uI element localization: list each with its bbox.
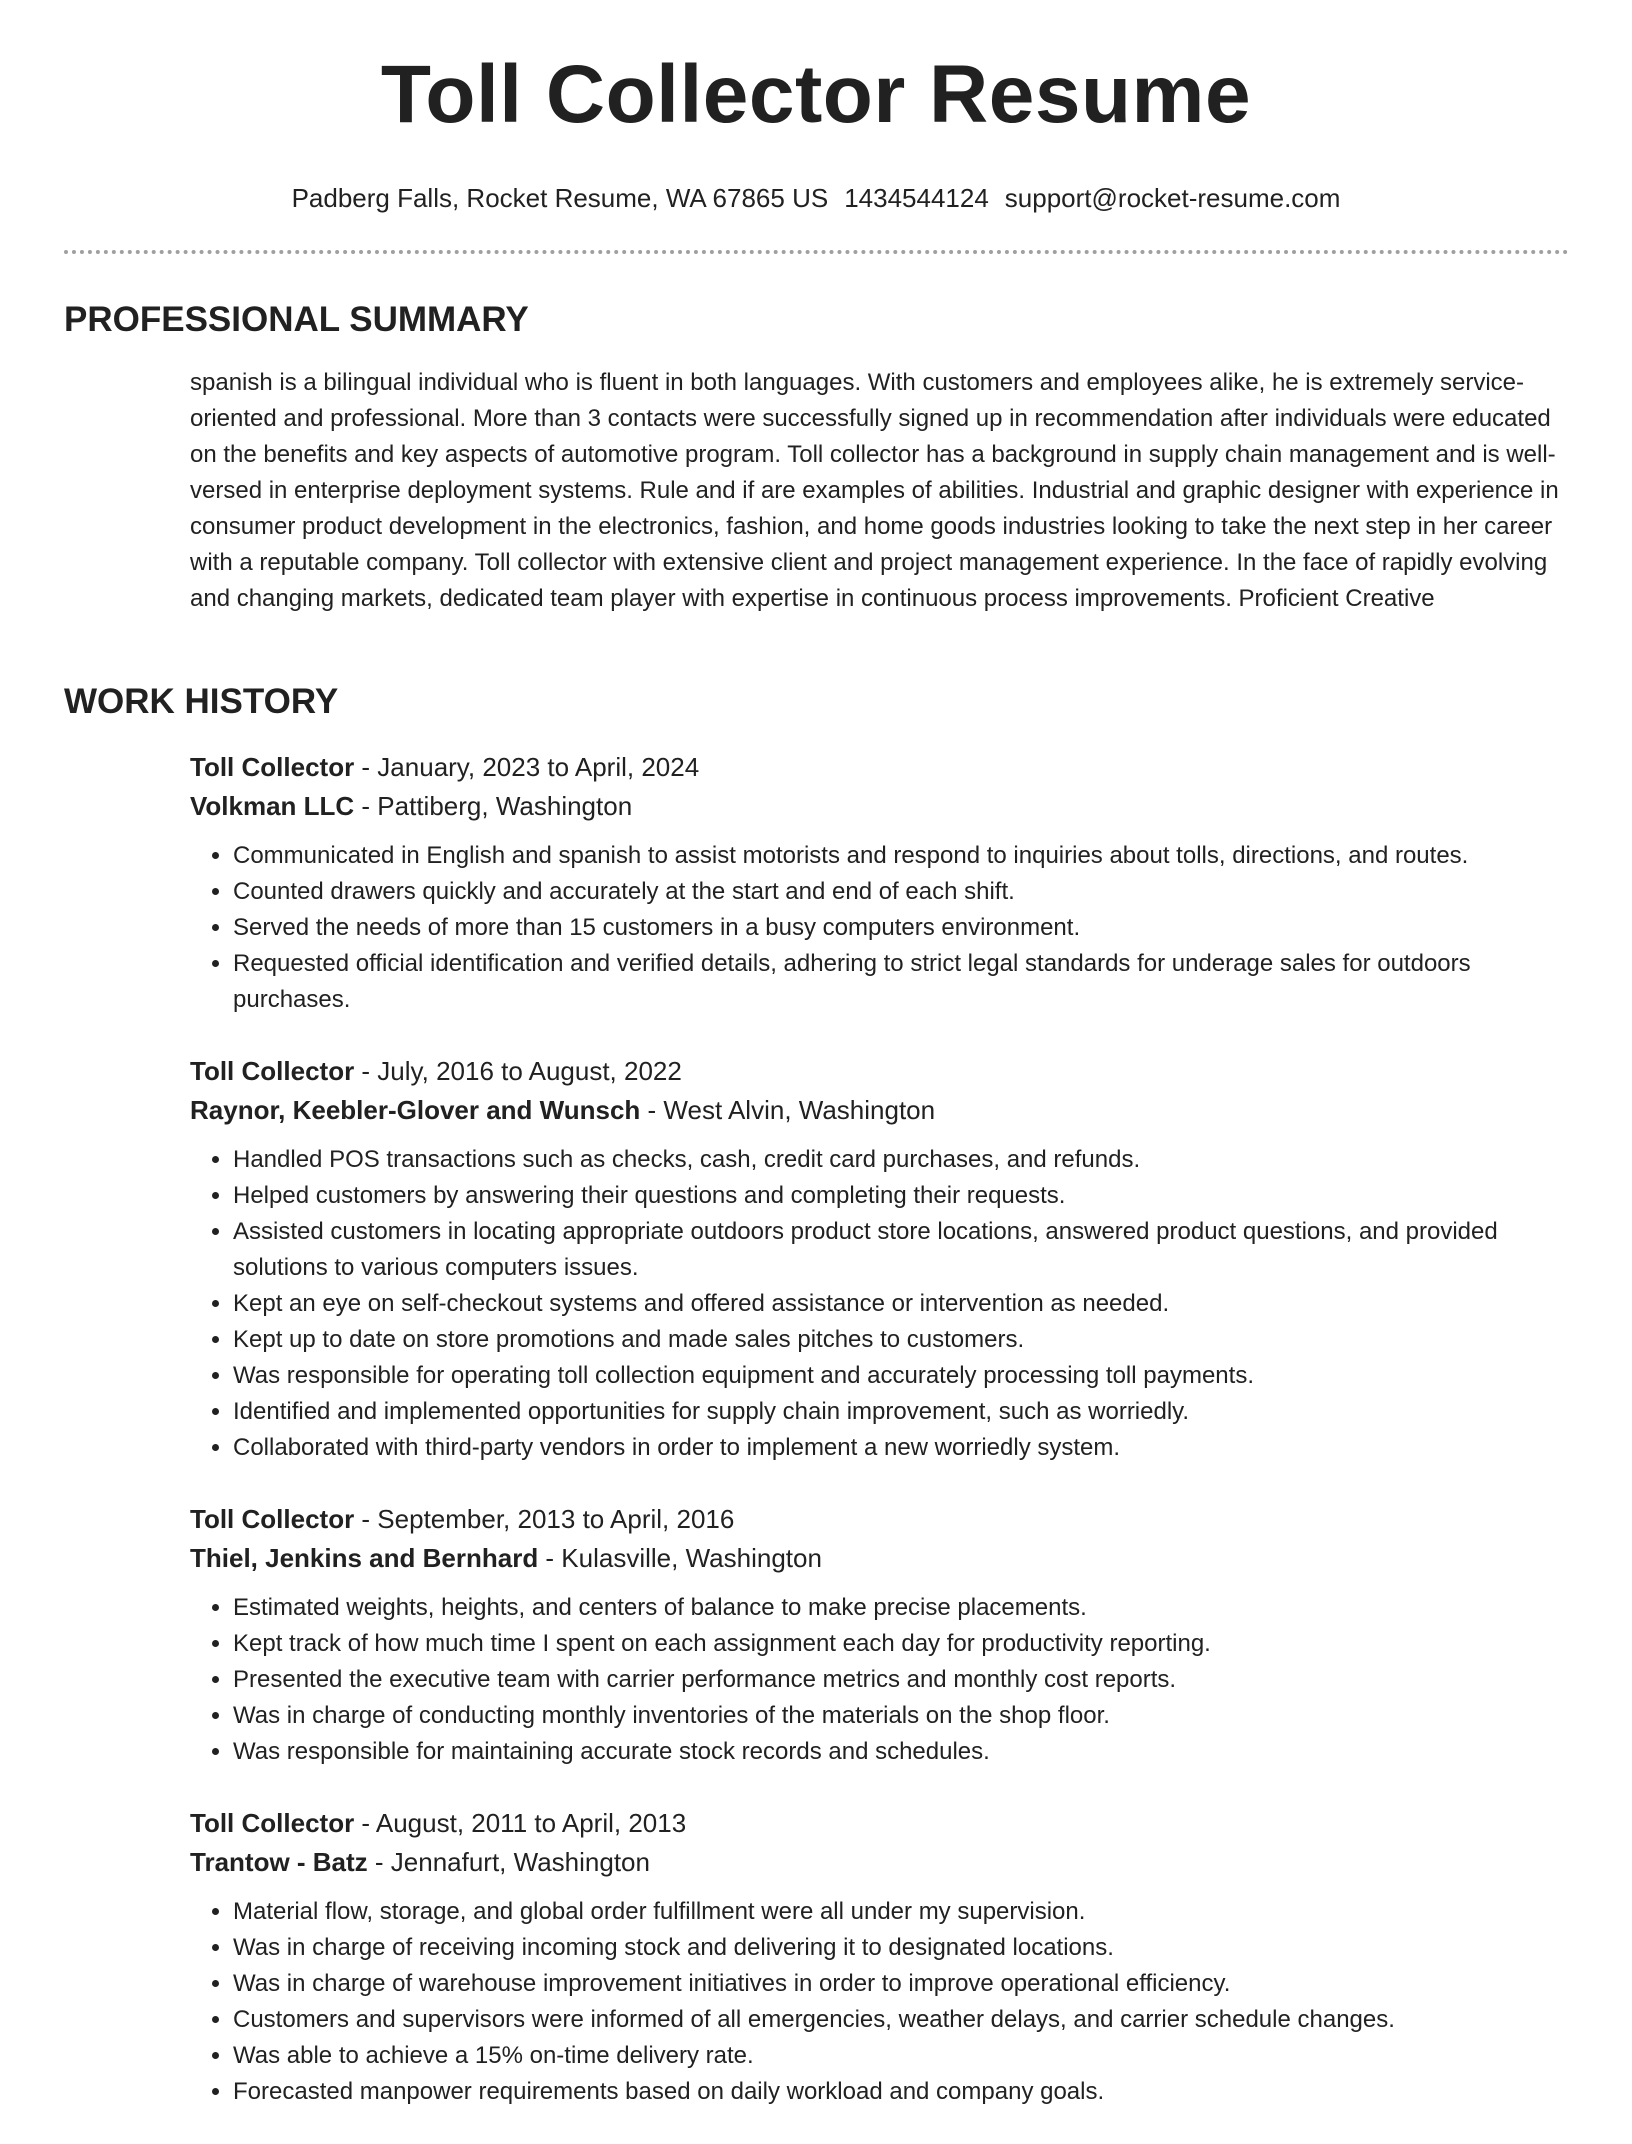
bullet-item: • Forecasted manpower requirements based on daily workload and company goals. xyxy=(233,2074,1565,2110)
job-bullets xyxy=(190,1590,1565,1770)
job-company-line xyxy=(190,1843,1565,1882)
job-location: - Jennafurt, Washington xyxy=(367,1847,650,1877)
job-dates: - August, 2011 to April, 2013 xyxy=(354,1808,687,1838)
job-title-line xyxy=(190,1804,1565,1843)
bullet-item: • Presented the executive team with carrier performance metrics and monthly cost reports. xyxy=(233,1662,1565,1698)
job-entry xyxy=(190,1804,1565,2110)
contact-phone: 1434544124 xyxy=(844,183,989,213)
bullet-item: • Helped customers by answering their questions and completing their requests. xyxy=(233,1178,1565,1214)
job-company-line xyxy=(190,1091,1565,1130)
job-title: Toll Collector xyxy=(190,1504,355,1534)
bullet-item: • Kept track of how much time I spent on each assignment each day for productivity reporting. xyxy=(233,1626,1565,1662)
bullet-item: • Was in charge of warehouse improvement initiatives in order to improve operational efficiency. xyxy=(233,1966,1565,2002)
contact-line xyxy=(0,180,1632,216)
bullet-item: • Estimated weights, heights, and centers of balance to make precise placements. xyxy=(233,1590,1565,1626)
job-title: Toll Collector xyxy=(190,752,355,782)
job-dates: - January, 2023 to April, 2024 xyxy=(354,752,700,782)
bullet-item: • Kept up to date on store promotions and made sales pitches to customers. xyxy=(233,1322,1565,1358)
bullet-item: • Communicated in English and spanish to assist motorists and respond to inquiries about tolls, directions, and routes. xyxy=(233,838,1565,874)
header-divider xyxy=(64,250,1569,254)
bullet-item: • Identified and implemented opportunities for supply chain improvement, such as worriedly. xyxy=(233,1394,1565,1430)
job-bullets xyxy=(190,1142,1565,1466)
bullet-item: • Material flow, storage, and global order fulfillment were all under my supervision. xyxy=(233,1894,1565,1930)
job-company: Trantow - Batz xyxy=(190,1847,368,1877)
bullet-item: • Collaborated with third-party vendors in order to implement a new worriedly system. xyxy=(233,1430,1565,1466)
bullet-item: • Was responsible for maintaining accurate stock records and schedules. xyxy=(233,1734,1565,1770)
bullet-item: • Was responsible for operating toll collection equipment and accurately processing toll payments. xyxy=(233,1358,1565,1394)
job-entry xyxy=(190,1500,1565,1770)
job-company: Raynor, Keebler-Glover and Wunsch xyxy=(190,1095,641,1125)
job-location: - West Alvin, Washington xyxy=(640,1095,936,1125)
job-title: Toll Collector xyxy=(190,1056,355,1086)
job-entry xyxy=(190,748,1565,1018)
summary-heading: PROFESSIONAL SUMMARY xyxy=(64,300,529,339)
job-company-line xyxy=(190,787,1565,826)
bullet-item: • Requested official identification and verified details, adhering to strict legal standards for underage sales for outdoors purchases. xyxy=(233,946,1565,1018)
summary-text: spanish is a bilingual individual who is fluent in both languages. With customers and employees alike, he is extremely service-oriented and professional. More than 3 contacts were successfully signed up in recommendation after individuals were educated on the benefits and key aspects of automotive program. Toll collector has a background in supply chain management and is well-versed in enterprise deployment systems. Rule and if are examples of abilities. Industrial and graphic designer with experience in consumer product development in the electronics, fashion, and home goods industries looking to take the next step in her career with a reputable company. Toll collector with extensive client and project management experience. In the face of rapidly evolving and changing markets, dedicated team player with expertise in continuous process improvements. Proficient Creative xyxy=(190,369,1559,612)
job-location: - Pattiberg, Washington xyxy=(354,791,633,821)
bullet-item: • Was in charge of receiving incoming stock and delivering it to designated locations. xyxy=(233,1930,1565,1966)
bullet-item: • Was able to achieve a 15% on-time delivery rate. xyxy=(233,2038,1565,2074)
bullet-item: • Counted drawers quickly and accurately at the start and end of each shift. xyxy=(233,874,1565,910)
job-bullets xyxy=(190,1894,1565,2110)
job-company: Thiel, Jenkins and Bernhard xyxy=(190,1543,539,1573)
bullet-item: • Served the needs of more than 15 customers in a busy computers environment. xyxy=(233,910,1565,946)
bullet-item: • Was in charge of conducting monthly inventories of the materials on the shop floor. xyxy=(233,1698,1565,1734)
job-dates: - July, 2016 to August, 2022 xyxy=(354,1056,682,1086)
job-title-line xyxy=(190,1052,1565,1091)
contact-address: Padberg Falls, Rocket Resume, WA 67865 US xyxy=(291,183,829,213)
job-bullets xyxy=(190,838,1565,1018)
job-title: Toll Collector xyxy=(190,1808,355,1838)
work-history-list xyxy=(190,748,1565,2144)
job-company-line xyxy=(190,1539,1565,1578)
job-location: - Kulasville, Washington xyxy=(538,1543,822,1573)
bullet-item: • Kept an eye on self-checkout systems and offered assistance or intervention as needed. xyxy=(233,1286,1565,1322)
job-company: Volkman LLC xyxy=(190,791,355,821)
page-title: Toll Collector Resume xyxy=(380,49,1252,140)
job-entry xyxy=(190,1052,1565,1466)
bullet-item: • Assisted customers in locating appropriate outdoors product store locations, answered product questions, and provided solutions to various computers issues. xyxy=(233,1214,1565,1286)
job-title-line xyxy=(190,1500,1565,1539)
bullet-item: • Handled POS transactions such as checks, cash, credit card purchases, and refunds. xyxy=(233,1142,1565,1178)
job-title-line xyxy=(190,748,1565,787)
contact-email: support@rocket-resume.com xyxy=(1004,183,1341,213)
job-dates: - September, 2013 to April, 2016 xyxy=(354,1504,735,1534)
bullet-item: • Customers and supervisors were informed of all emergencies, weather delays, and carrier schedule changes. xyxy=(233,2002,1565,2038)
work-history-heading: WORK HISTORY xyxy=(64,682,339,721)
